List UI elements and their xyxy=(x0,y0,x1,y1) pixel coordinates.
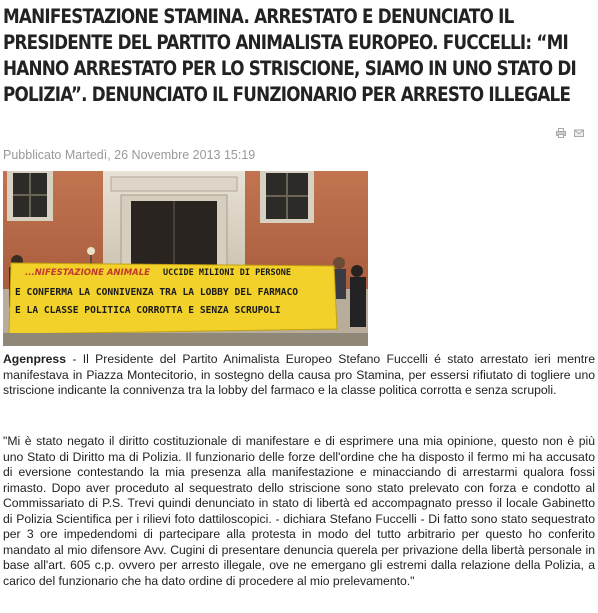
article-tools xyxy=(556,128,584,138)
published-date: Pubblicato Martedì, 26 Novembre 2013 15:19 xyxy=(3,148,256,162)
article-paragraph-1 xyxy=(3,352,595,399)
paragraph-1-text: - Il Presidente del Partito Animalista Europeo Stefano Fuccelli é stato arrestato ieri mentre manifestava in Piazza Montecitorio, in sostegno della causa pro Stamina, per essersi rifiutato di togliere uno striscione indicante la connivenza tra la lobby del farmaco e la classe politica corrotta e senza scrupoli. xyxy=(3,352,595,397)
article-title: MANIFESTAZIONE STAMINA. ARRESTATO E DENUNCIATO IL PRESIDENTE DEL PARTITO ANIMALISTA EUROPEO. FUCCELLI: “MI HANNO ARRESTATO PER LO STRISCIONE, SIAMO IN UNO STATO DI POLIZIA”. DENUNCIATO IL FUNZIONARIO PER ARRESTO ILLEGALE xyxy=(3,5,576,106)
article-photo xyxy=(3,171,368,346)
banner-line3: E LA CLASSE POLITICA CORROTTA E SENZA SCRUPOLI xyxy=(15,305,281,316)
banner-line2: E CONFERMA LA CONNIVENZA TRA LA LOBBY DEL FARMACO xyxy=(15,287,299,298)
protest-photo xyxy=(3,171,368,346)
banner-line1a: ...NIFESTAZIONE ANIMALE xyxy=(25,268,150,278)
banner-line1b: UCCIDE MILIONI DI PERSONE xyxy=(163,268,291,278)
article-paragraph-2: "Mi è stato negato il diritto costituzionale di manifestare e di esprimere una mia opinione, questo non è più uno Stato di Diritto ma di Polizia. Il funzionario delle forze dell'ordine che ha disposto il fermo mi ha accusato di eversione contestando la mia presenza alla manifestazione e minacciando di arrestarmi qualora fossi rimasto. Dopo aver proceduto al sequestrato dello striscione sono stato prelevato con forza e condotto al Commissariato di P.S. Trevi quindi denunciato in stato di libertà ed accompagnato presso il locale Gabinetto di Polizia Scientifica per i rilievi foto dattiloscopici. - dichiara Stefano Fuccelli - Di fatto sono stato sequestrato per 3 ore impedendomi di partecipare alla protesta in modo del tutto arbitrario per questo ho conferito mandato al mio difensore Avv. Cugini di presentare denuncia querela per privazione della libertà personale in base all'art. 605 c.p. ovvero per arresto illegale, ove ne emergano gli estremi dalla relazione della Polizia, a carico del funzionario che ha dato ordine di procedere al mio prelevamento." xyxy=(3,434,595,588)
lead-source: Agenpress xyxy=(3,352,66,366)
print-icon[interactable] xyxy=(556,128,566,138)
email-icon[interactable] xyxy=(574,128,584,138)
